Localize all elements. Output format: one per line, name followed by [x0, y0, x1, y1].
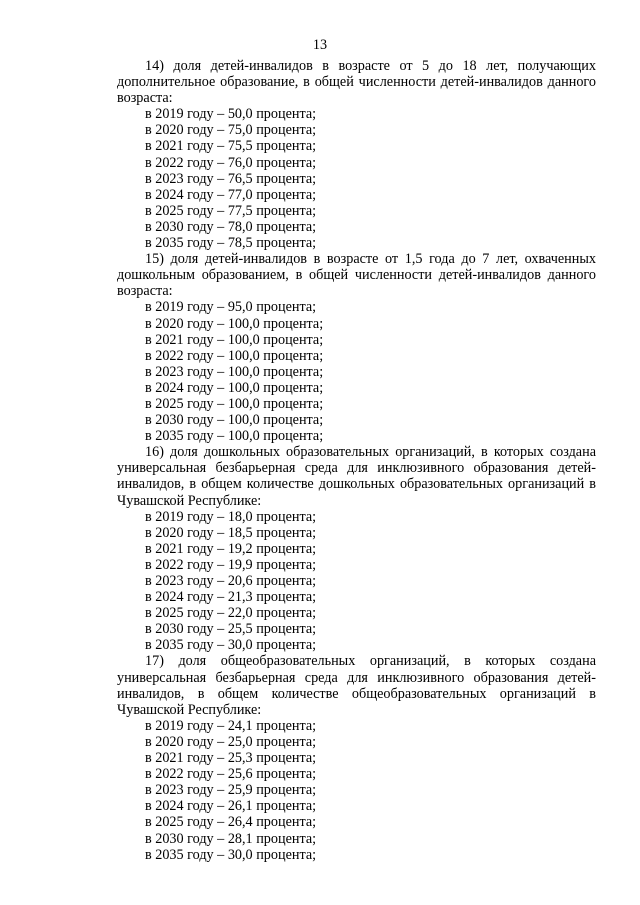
- indicator-17-item: в 2019 году – 24,1 процента;: [145, 717, 317, 734]
- indicator-17-item: в 2023 году – 25,9 процента;: [145, 782, 317, 799]
- indicator-16-item: в 2021 году – 19,2 процента;: [145, 540, 317, 557]
- indicator-17-item: в 2025 году – 26,4 процента;: [145, 814, 317, 831]
- indicator-16-item: в 2030 году – 25,5 процента;: [145, 621, 317, 638]
- indicator-17-item: в 2022 году – 25,6 процента;: [145, 766, 317, 783]
- indicator-16-item: в 2025 году – 22,0 процента;: [145, 605, 317, 622]
- indicator-14-item: в 2022 году – 76,0 процента;: [145, 154, 317, 171]
- indicator-14-item: в 2035 году – 78,5 процента;: [145, 235, 317, 252]
- indicator-16-item: в 2035 году – 30,0 процента;: [145, 637, 317, 654]
- indicator-16-item: в 2023 году – 20,6 процента;: [145, 573, 317, 589]
- indicator-14-item: в 2020 году – 75,0 процента;: [145, 122, 317, 139]
- indicator-16-item: в 2024 году – 21,3 процента;: [145, 589, 317, 606]
- indicator-15-item: в 2024 году – 100,0 процента;: [145, 379, 324, 396]
- document-body: [117, 58, 596, 863]
- indicator-15-item: в 2030 году – 100,0 процента;: [145, 412, 324, 429]
- indicator-16-item: в 2020 году – 18,5 процента;: [145, 524, 317, 541]
- indicator-17-item: в 2021 году – 25,3 процента;: [145, 750, 317, 767]
- indicator-15-paragraph: 15) доля детей-инвалидов в возрасте от 1,5 года до 7 лет, охваченных дошкольным образованием, в общей численности детей-инвалидов данного возраста:: [117, 251, 596, 300]
- indicator-14-item: в 2024 году – 77,0 процента;: [145, 186, 317, 203]
- indicator-17-paragraph: 17) доля общеобразовательных организаций, в которых создана универсальная безбарьерная среда для инклюзивного образования детей-инвалидов, в общем количестве общеобразовательных организаций в Чувашской Республике:: [117, 653, 596, 718]
- indicator-15-item: в 2019 году – 95,0 процента;: [145, 299, 317, 316]
- indicator-15-item: в 2020 году – 100,0 процента;: [145, 315, 324, 332]
- indicator-15-item: в 2021 году – 100,0 процента;: [145, 331, 324, 348]
- indicator-17-item: в 2030 году – 28,1 процента;: [145, 830, 317, 847]
- indicator-14-item: в 2021 году – 75,5 процента;: [145, 138, 317, 155]
- indicator-16-item: в 2022 году – 19,9 процента;: [145, 556, 317, 573]
- indicator-15-item: в 2022 году – 100,0 процента;: [145, 347, 324, 364]
- indicator-16-paragraph: 16) доля дошкольных образовательных организаций, в которых создана универсальная безбарьерная среда для инклюзивного образования детей-инвалидов, в общем количестве дошкольных образовательных организаций в Чувашской Республике:: [117, 444, 596, 509]
- indicator-15-item: в 2023 году – 100,0 процента;: [145, 363, 324, 380]
- indicator-17-item: в 2024 году – 26,1 процента;: [145, 798, 317, 815]
- indicator-17-item: в 2035 году – 30,0 процента;: [145, 846, 317, 863]
- indicator-15-item: в 2035 году – 100,0 процента;: [145, 428, 324, 445]
- indicator-14-item: в 2030 году – 78,0 процента;: [145, 218, 317, 235]
- indicator-15-item: в 2025 году – 100,0 процента;: [145, 395, 324, 412]
- indicator-17-item: в 2020 году – 25,0 процента;: [145, 733, 317, 750]
- indicator-14-item: в 2019 году – 50,0 процента;: [145, 106, 317, 123]
- indicator-14-item: в 2025 году – 77,5 процента;: [145, 202, 317, 219]
- indicator-14-paragraph: 14) доля детей-инвалидов в возрасте от 5 до 18 лет, получающих дополнительное образование, в общей численности детей-инвалидов данного возраста:: [117, 58, 596, 107]
- indicator-14-item: в 2023 году – 76,5 процента;: [145, 170, 317, 187]
- page-number: 13: [312, 37, 328, 53]
- indicator-16-item: в 2019 году – 18,0 процента;: [145, 508, 317, 525]
